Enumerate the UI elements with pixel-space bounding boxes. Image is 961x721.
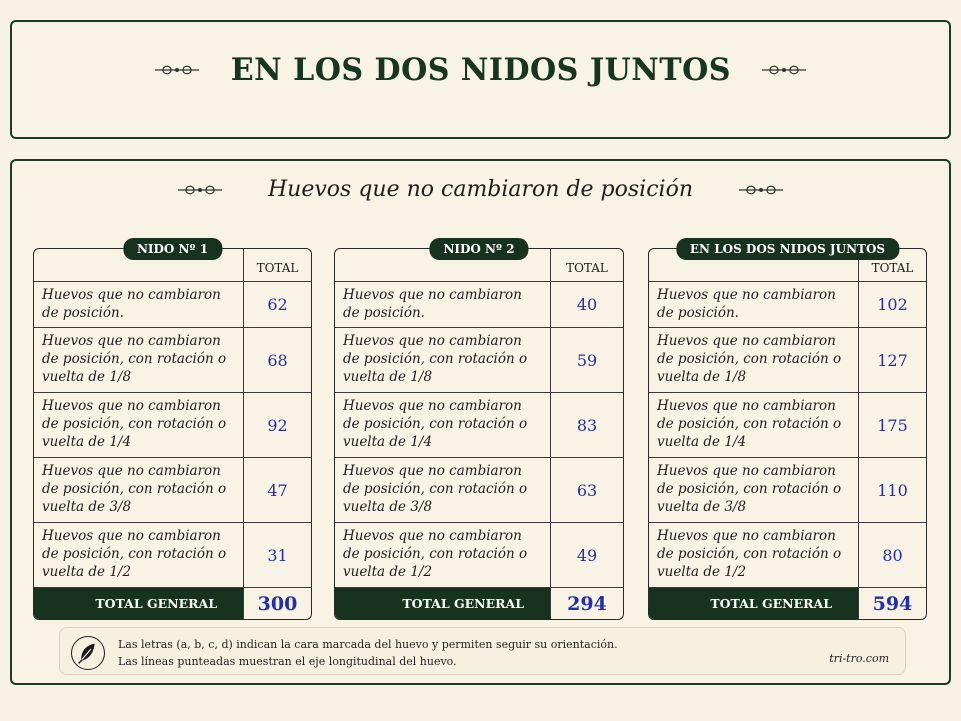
main-panel: [10, 159, 951, 685]
row-value: 110: [858, 458, 926, 522]
table-row: [649, 392, 926, 457]
table-row: [649, 457, 926, 522]
row-value: 83: [550, 393, 623, 457]
row-value: 49: [550, 523, 623, 587]
total-label: TOTAL GENERAL: [710, 596, 832, 611]
table-row: [34, 522, 311, 587]
row-label: Huevos que no cambiaron de posición.: [343, 287, 522, 321]
total-row: [335, 587, 623, 619]
row-label: Huevos que no cambiaron de posición.: [42, 287, 221, 321]
subtitle-row: [12, 177, 949, 202]
table-row: [649, 522, 926, 587]
feather-icon: [71, 636, 105, 670]
ornament-right-icon: [760, 62, 808, 78]
data-table: [33, 248, 312, 620]
table-badge: NIDO Nº 1: [123, 238, 222, 260]
page-title: EN LOS DOS NIDOS JUNTOS: [230, 52, 731, 88]
row-value: 92: [243, 393, 311, 457]
table-row: [34, 457, 311, 522]
row-value: 127: [858, 328, 926, 392]
section-subtitle: Huevos que no cambiaron de posición: [268, 177, 693, 202]
row-value: 59: [550, 328, 623, 392]
ornament-right-icon: [737, 182, 785, 198]
total-label: TOTAL GENERAL: [402, 596, 524, 611]
row-value: 40: [550, 282, 623, 327]
table-badge: EN LOS DOS NIDOS JUNTOS: [676, 238, 899, 260]
footnote-line-1: Las letras (a, b, c, d) indican la cara marcada del huevo y permiten seguir su orientación.: [118, 638, 618, 651]
row-label: Huevos que no cambiaron de posición, con rotación o vuelta de 3/8: [42, 463, 227, 515]
table-row: [335, 522, 623, 587]
row-label: Huevos que no cambiaron de posición, con rotación o vuelta de 3/8: [343, 463, 528, 515]
row-value: 47: [243, 458, 311, 522]
footnote-line-2: Las líneas punteadas muestran el eje longitudinal del huevo.: [118, 655, 457, 668]
row-label: Huevos que no cambiaron de posición, con rotación o vuelta de 1/8: [343, 333, 528, 385]
row-value: 62: [243, 282, 311, 327]
row-label: Huevos que no cambiaron de posición, con rotación o vuelta de 3/8: [657, 463, 842, 515]
total-row: [649, 587, 926, 619]
row-label: Huevos que no cambiaron de posición, con rotación o vuelta de 1/4: [42, 398, 227, 450]
row-label: Huevos que no cambiaron de posición, con rotación o vuelta de 1/4: [657, 398, 842, 450]
table-row: [34, 327, 311, 392]
table-row: [335, 457, 623, 522]
table-row: [34, 392, 311, 457]
total-column-header: TOTAL: [550, 249, 623, 281]
total-value: 300: [243, 588, 311, 619]
row-value: 68: [243, 328, 311, 392]
row-label: Huevos que no cambiaron de posición, con rotación o vuelta de 1/8: [42, 333, 227, 385]
data-table: [334, 248, 624, 620]
row-label: Huevos que no cambiaron de posición, con rotación o vuelta de 1/8: [657, 333, 842, 385]
ornament-left-icon: [176, 182, 224, 198]
row-value: 63: [550, 458, 623, 522]
table-row: [649, 281, 926, 327]
data-table: [648, 248, 927, 620]
table-badge: NIDO Nº 2: [429, 238, 528, 260]
total-column-header: TOTAL: [858, 249, 926, 281]
row-label: Huevos que no cambiaron de posición, con rotación o vuelta de 1/4: [343, 398, 528, 450]
row-label: Huevos que no cambiaron de posición, con rotación o vuelta de 1/2: [657, 528, 842, 580]
brand-label: tri-tro.com: [829, 652, 889, 665]
ornament-left-icon: [153, 62, 201, 78]
row-value: 175: [858, 393, 926, 457]
table-row: [649, 327, 926, 392]
row-value: 80: [858, 523, 926, 587]
table-row: [34, 281, 311, 327]
table-row: [335, 281, 623, 327]
total-value: 594: [858, 588, 926, 619]
row-label: Huevos que no cambiaron de posición, con rotación o vuelta de 1/2: [42, 528, 227, 580]
total-label: TOTAL GENERAL: [95, 596, 217, 611]
title-panel: [10, 20, 951, 139]
row-value: 102: [858, 282, 926, 327]
row-label: Huevos que no cambiaron de posición.: [657, 287, 836, 321]
footnote-box: [59, 627, 906, 675]
row-value: 31: [243, 523, 311, 587]
total-value: 294: [550, 588, 623, 619]
total-column-header: TOTAL: [243, 249, 311, 281]
row-label: Huevos que no cambiaron de posición, con rotación o vuelta de 1/2: [343, 528, 528, 580]
footnote-text: [118, 636, 618, 670]
total-row: [34, 587, 311, 619]
title-row: [12, 52, 949, 88]
table-row: [335, 392, 623, 457]
table-row: [335, 327, 623, 392]
